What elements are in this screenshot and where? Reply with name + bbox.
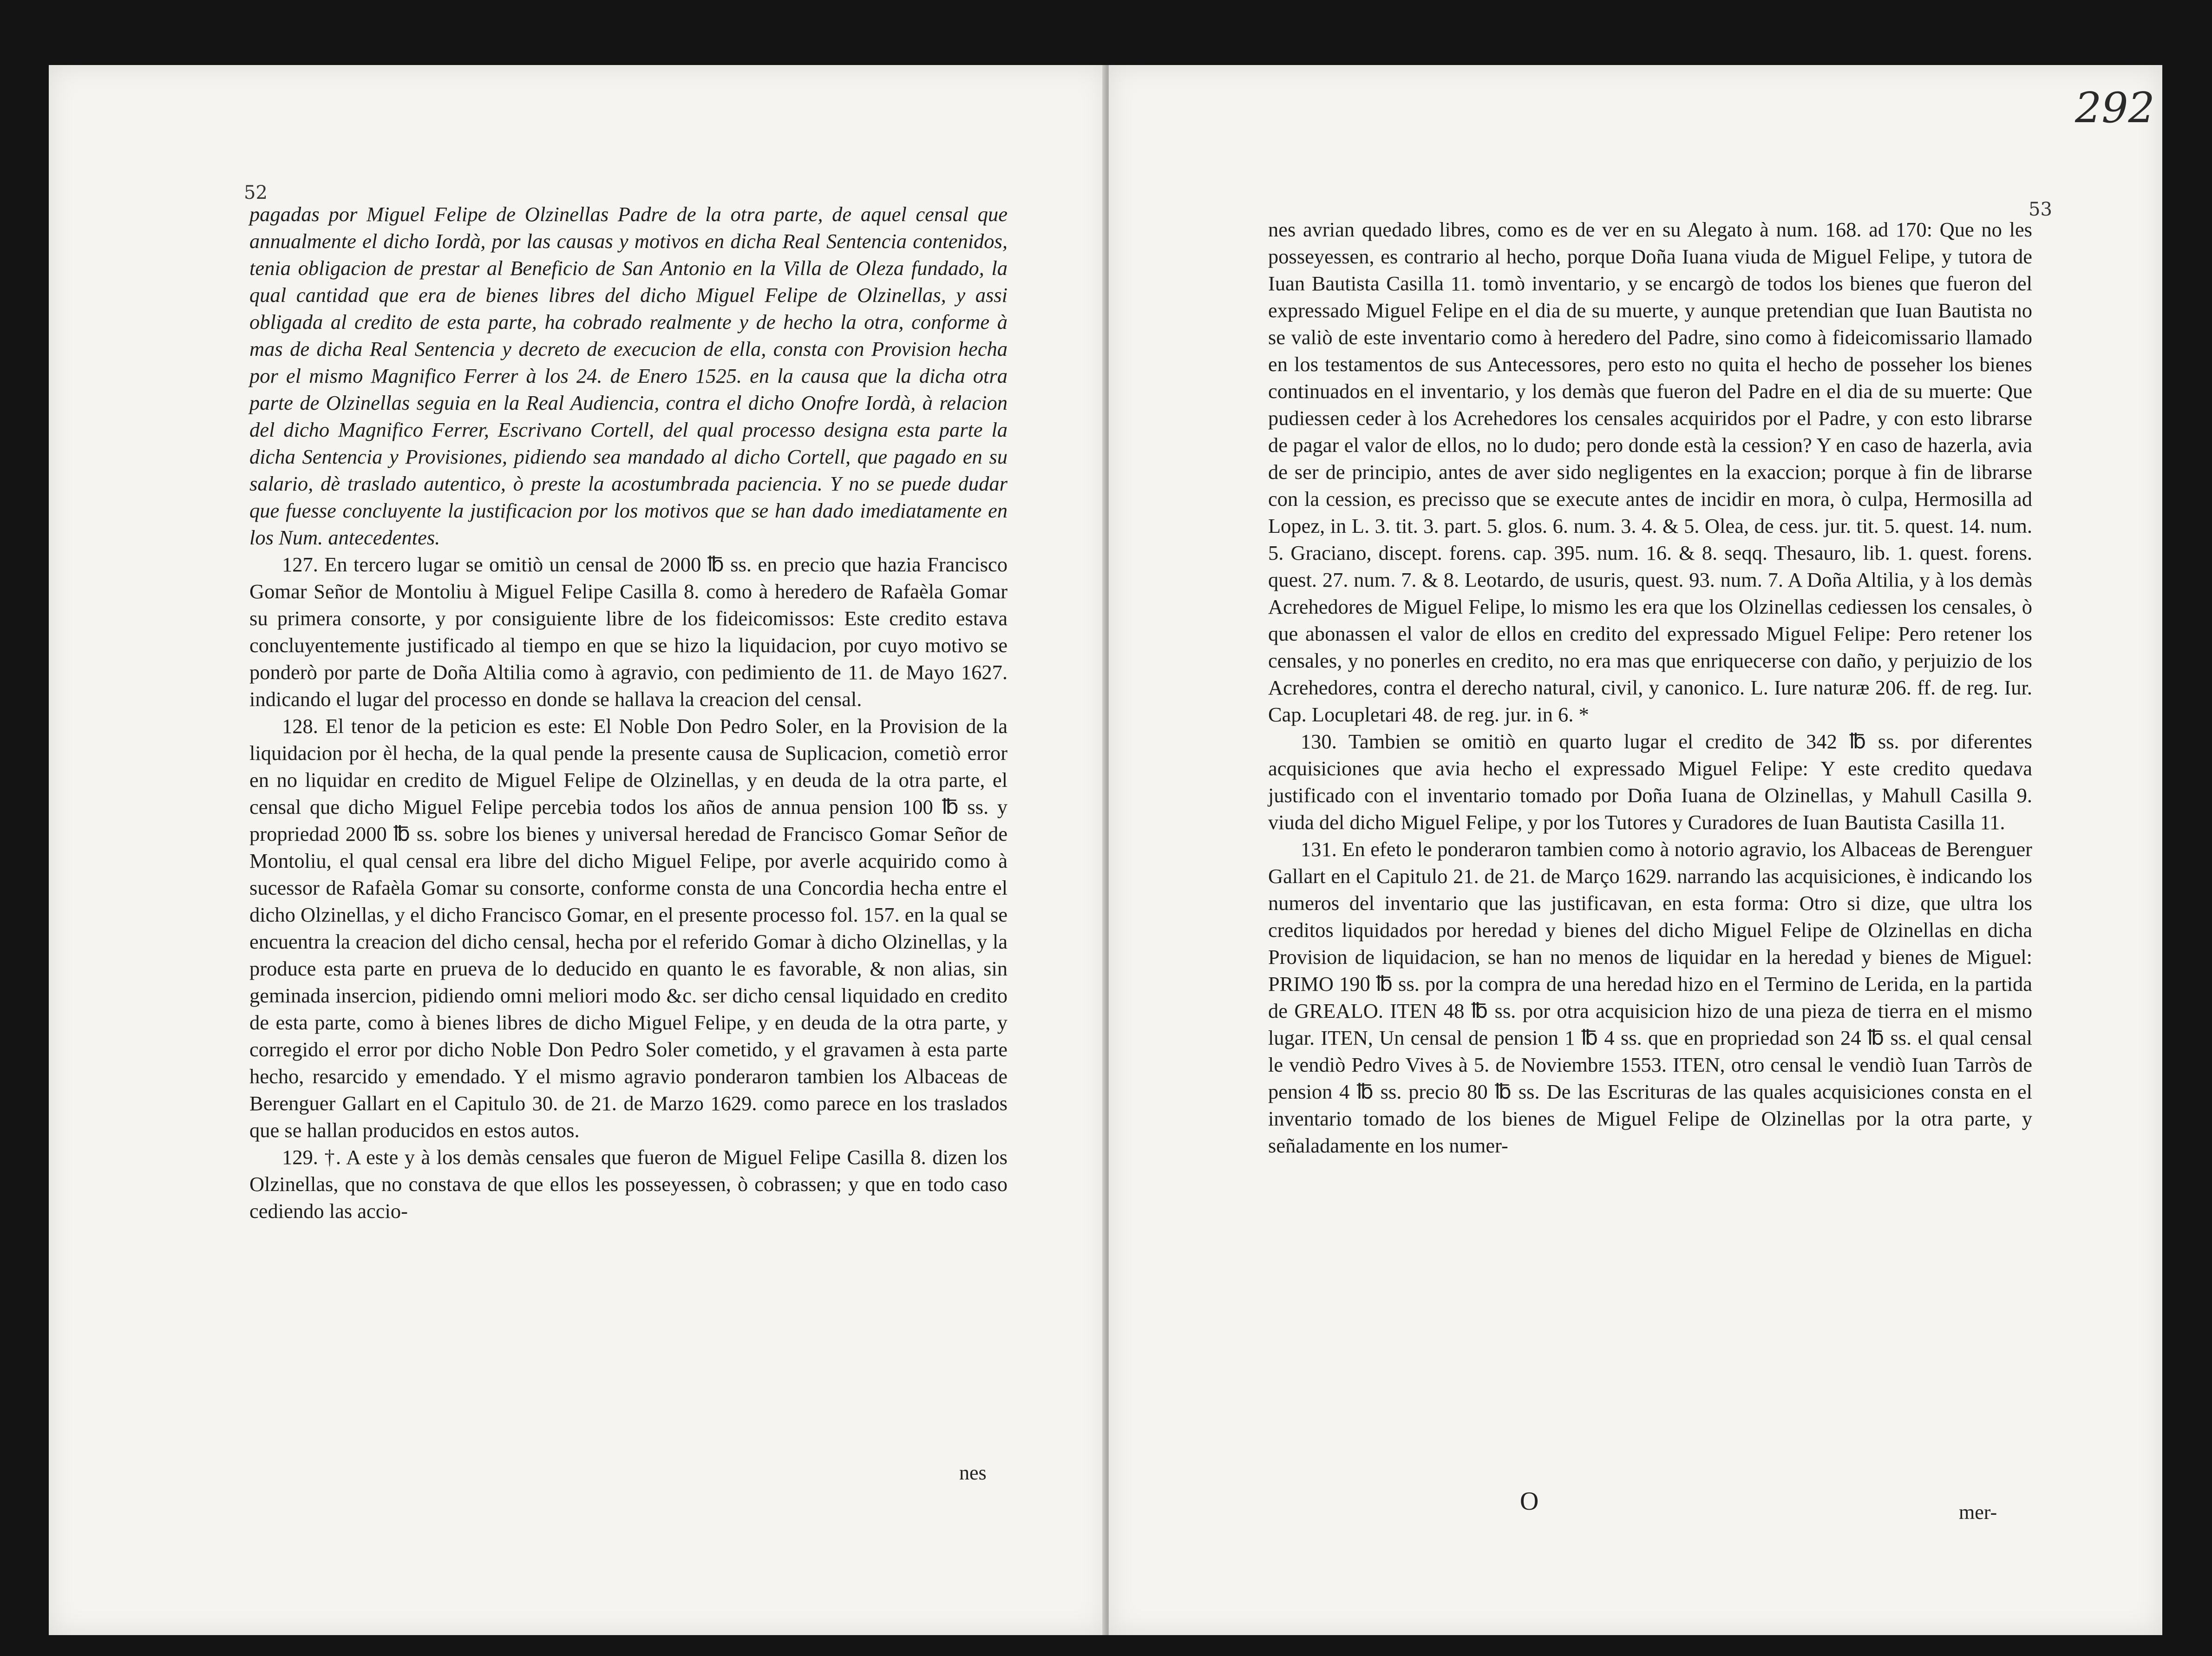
right-paragraph-131: 131. En efeto le ponderaron tambien como à notorio agravio, los Albaceas de Berenguer Gallart en el Capitulo 21. de 21. de Março 1629. narrando las acquisiciones, è indicando los numeros del inventario que las justificavan, en esta forma: Otro si dize, que ultra los creditos liquidados por heredad y bienes del dicho Miguel Felipe de Olzinellas en dicha Provision de liquidacion, se han no menos de liquidar en la heredad y bienes de Miguel: PRIMO 190 ℔ ss. por la compra de una heredad hizo en el Termino de Lerida, en la partida de GREALO. ITEN 48 ℔ ss. por otra acquisicion hizo de una pieza de tierra en el mismo lugar. ITEN, Un censal de pension 1 ℔ 4 ss. que en propriedad son 24 ℔ ss. el qual censal le vendiò Pedro Vives à 5. de Noviembre 1553. ITEN, otro censal le vendiò Iuan Tarròs de pension 4 ℔ ss. precio 80 ℔ ss. De las Escrituras de las quales acquisiciones consta en el inventario tomado de los bienes de Miguel Felipe de Olzinellas por la otra parte, y señaladamente en los numer- — [1268, 838, 2032, 1157]
left-paragraph-127: 127. En tercero lugar se omitiò un censal de 2000 ℔ ss. en precio que hazia Francisco Gomar Señor de Montoliu à Miguel Felipe Casilla 8. como à heredero de Rafaèla Gomar su primera consorte, y por consiguiente libre de los fideicomissos: Este credito estava concluyentemente justificado al tiempo en que se hizo la liquidacion, por cuyo motivo se ponderò por parte de Doña Altilia como à agravio, con pedimiento de 11. de Mayo 1627. indicando el lugar del processo en donde se hallava la creacion del censal. — [249, 553, 1008, 711]
right-page — [1109, 65, 2162, 1635]
left-page-number: 52 — [244, 182, 268, 203]
right-paragraph-130: 130. Tambien se omitiò en quarto lugar el credito de 342 ℔ ss. por diferentes acquisiciones que avia hecho el expressado Miguel Felipe: Y este credito quedava justificado con el inventario tomado por Doña Iuana de Olzinellas, y Mahull Casilla 9. viuda del dicho Miguel Felipe, y por los Tutores y Curadores de Iuan Bautista Casilla 11. — [1268, 730, 2032, 834]
left-catchword: nes — [959, 1461, 987, 1484]
signature-mark: O — [1520, 1487, 1539, 1516]
left-paragraph-1: pagadas por Miguel Felipe de Olzinellas Padre de la otra parte, de aquel censal que annualmente el dicho Iordà, por las causas y motivos en dicha Real Sentencia contenidos, tenia obligacion de prestar al Beneficio de San Antonio en la Villa de Oleza fundado, la qual cantidad que era de bienes libres del dicho Miguel Felipe de Olzinellas, y assi obligada al credito de esta parte, ha cobrado realmente y de hecho la otra, conforme à mas de dicha Real Sentencia y decreto de execucion de ella, consta con Provision hecha por el mismo Magnifico Ferrer à los 24. de Enero 1525. en la causa que la dicha otra parte de Olzinellas seguia en la Real Audiencia, contra el dicho Onofre Iordà, à relacion del dicho Magnifico Ferrer, Escrivano Cortell, del qual processo designa esta parte la dicha Sentencia y Provisiones, pidiendo sea mandado al dicho Cortell, que pagado en su salario, dè traslado autentico, ò preste la acostumbrada paciencia. Y no se puede dudar que fuesse concluyente la justificacion por los motivos que se han dado imediatamente en los Num. antecedentes. — [249, 203, 1008, 549]
left-page-text — [249, 201, 1008, 1224]
right-page-number: 53 — [2029, 199, 2052, 220]
handwritten-folio-number: 292 — [2075, 84, 2155, 132]
right-catchword: mer- — [1959, 1501, 1997, 1524]
right-page-text — [1268, 216, 2032, 1159]
right-paragraph-1: nes avrian quedado libres, como es de ver en su Alegato à num. 168. ad 170: Que no les posseyessen, es contrario al hecho, porque Doña Iuana viuda de Miguel Felipe, y tutora de Iuan Bautista Casilla 11. tomò inventario, y se encargò de todos los bienes que fueron del expressado Miguel Felipe en el dia de su muerte, y aunque pretendian que Iuan Bautista no se valiò de este inventario como à heredero del Padre, sino como à fideicomissario llamado en los testamentos de sus Antecessores, pero esto no quita el hecho de posseher los bienes continuados en el inventario, y los demàs que fueron del Padre en el dia de su muerte: Que pudiessen ceder à los Acrehedores los censales acquiridos por el Padre, y con esto librarse de pagar el valor de ellos, no lo dudo; pero donde està la cession? Y en caso de hazerla, avia de ser de principio, antes de aver sido negligentes en la exaccion; porque à fin de librarse con la cession, es precisso que se execute antes de incidir en mora, ò culpa, Hermosilla ad Lopez, in L. 3. tit. 3. part. 5. glos. 6. num. 3. 4. & 5. Olea, de cess. jur. tit. 5. quest. 14. num. 5. Graciano, discept. forens. cap. 395. num. 16. & 8. seqq. Thesauro, lib. 1. quest. forens. quest. 27. num. 7. & 8. Leotardo, de usuris, quest. 93. num. 7. A Doña Altilia, y à los demàs Acrehedores de Miguel Felipe, lo mismo les era que los Olzinellas cediessen los censales, ò que abonassen el valor de ellos en credito del expressado Miguel Felipe: Pero retener los censales, y no ponerles en credito, no era mas que enriquecerse con daño, y perjuizio de los Acrehedores, contra el derecho natural, civil, y canonico. L. Iure naturæ 206. ff. de reg. Iur. Cap. Locupletari 48. de reg. jur. in 6. * — [1268, 218, 2032, 726]
left-page — [49, 65, 1107, 1635]
left-paragraph-128: 128. El tenor de la peticion es este: El Noble Don Pedro Soler, en la Provision de la liquidacion por èl hecha, de la qual pende la presente causa de Suplicacion, cometiò error en no liquidar en credito de Miguel Felipe de Olzinellas, y en deuda de la otra parte, el censal que dicho Miguel Felipe percebia todos los años de annua pension 100 ℔ ss. y propriedad 2000 ℔ ss. sobre los bienes y universal heredad de Francisco Gomar Señor de Montoliu, el qual censal era libre del dicho Miguel Felipe, por averle acquirido como à sucessor de Rafaèla Gomar su consorte, conforme consta de una Concordia hecha entre el dicho Olzinellas, y el dicho Francisco Gomar, en el presente processo fol. 157. en la qual se encuentra la creacion del dicho censal, hecha por el referido Gomar à dicho Olzinellas, y la produce esta parte en prueva de lo deducido en quanto le es favorable, & non alias, sin geminada insercion, pidiendo omni meliori modo &c. ser dicho censal liquidado en credito de esta parte, como à bienes libres de dicho Miguel Felipe, y en deuda de la otra parte, y corregido el error por dicho Noble Don Pedro Soler cometido, y el gravamen à esta parte hecho, resarcido y emendado. Y el mismo agravio ponderaron tambien los Albaceas de Berenguer Gallart en el Capitulo 30. de 21. de Marzo 1629. como parece en los traslados que se hallan producidos en estos autos. — [249, 714, 1008, 1142]
left-paragraph-129: 129. †. A este y à los demàs censales que fueron de Miguel Felipe Casilla 8. dizen los Olzinellas, que no constava de que ellos les posseyessen, ò cobrassen; y que en todo caso cediendo las accio- — [249, 1145, 1008, 1223]
book-spread — [49, 65, 2162, 1635]
